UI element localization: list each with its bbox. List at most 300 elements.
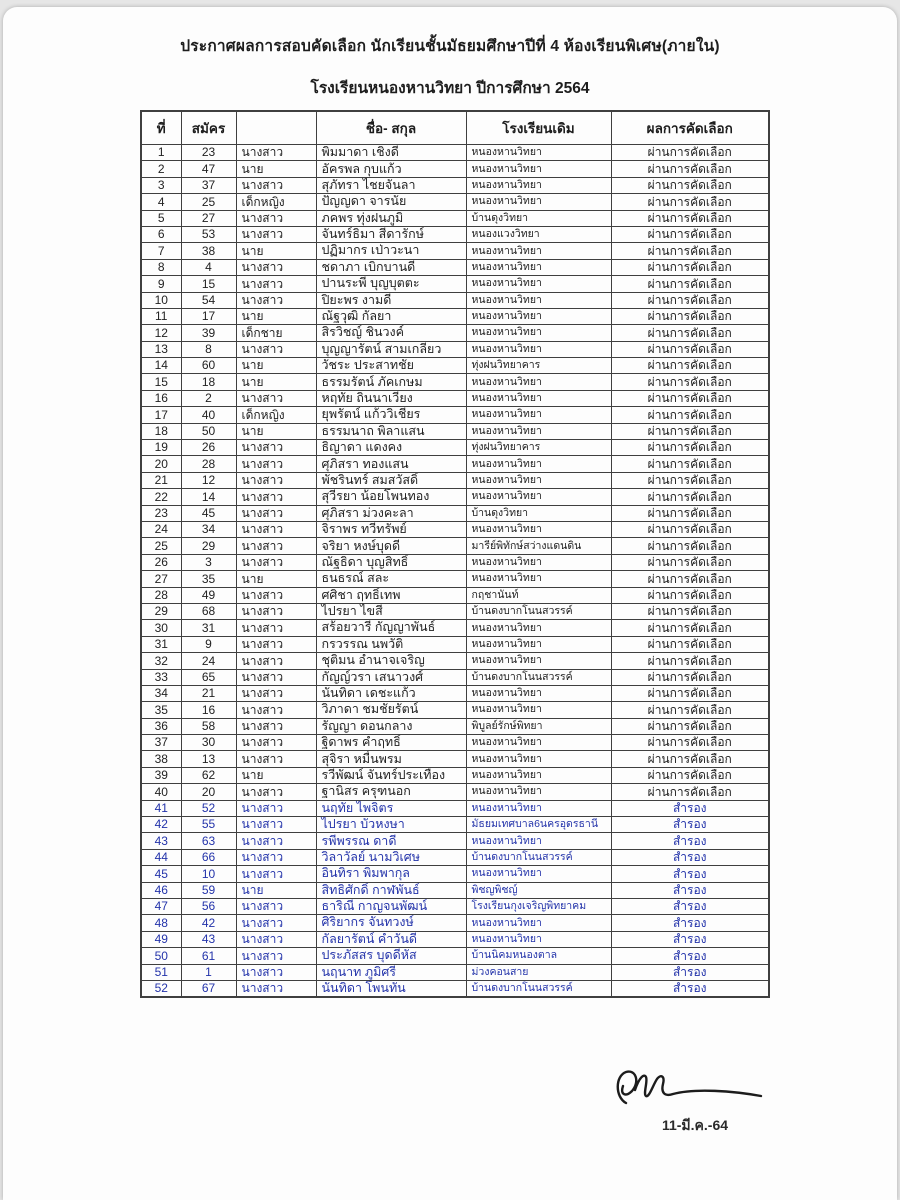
cell-application: 9 <box>181 636 236 652</box>
cell-former-school: บ้านดงบากโนนสวรรค์ <box>466 980 611 997</box>
cell-former-school: หนองหานวิทยา <box>466 800 611 816</box>
cell-name: จริยา หงษ์บุดดี <box>316 538 466 554</box>
page-subtitle: โรงเรียนหนองหานวิทยา ปีการศึกษา 2564 <box>310 80 590 97</box>
table-row <box>141 931 769 947</box>
cell-no: 21 <box>141 472 181 488</box>
cell-former-school: หนองหานวิทยา <box>466 636 611 652</box>
table-row <box>141 603 769 619</box>
cell-title: นางสาว <box>236 702 316 718</box>
cell-title: นางสาว <box>236 800 316 816</box>
cell-name: ธรรมนาถ พิลาแสน <box>316 423 466 439</box>
cell-title: นางสาว <box>236 980 316 997</box>
cell-no: 31 <box>141 636 181 652</box>
cell-result: สำรอง <box>611 931 769 947</box>
cell-result: ผ่านการคัดเลือก <box>611 571 769 587</box>
table-row <box>141 210 769 226</box>
table-row <box>141 620 769 636</box>
cell-result: ผ่านการคัดเลือก <box>611 521 769 537</box>
cell-result: ผ่านการคัดเลือก <box>611 341 769 357</box>
cell-no: 43 <box>141 833 181 849</box>
cell-result: ผ่านการคัดเลือก <box>611 751 769 767</box>
cell-application: 8 <box>181 341 236 357</box>
cell-application: 67 <box>181 980 236 997</box>
cell-title: นางสาว <box>236 718 316 734</box>
cell-title: นางสาว <box>236 489 316 505</box>
cell-title: นางสาว <box>236 456 316 472</box>
table-row <box>141 390 769 406</box>
cell-no: 16 <box>141 390 181 406</box>
table-row <box>141 440 769 456</box>
cell-title: นางสาว <box>236 751 316 767</box>
cell-name: ปานระพี บุญบุตตะ <box>316 276 466 292</box>
cell-no: 4 <box>141 194 181 210</box>
cell-title: นางสาว <box>236 521 316 537</box>
cell-result: ผ่านการคัดเลือก <box>611 292 769 308</box>
cell-application: 63 <box>181 833 236 849</box>
cell-no: 32 <box>141 653 181 669</box>
cell-result: ผ่านการคัดเลือก <box>611 702 769 718</box>
cell-result: ผ่านการคัดเลือก <box>611 653 769 669</box>
cell-no: 12 <box>141 325 181 341</box>
cell-application: 23 <box>181 145 236 161</box>
cell-name: จิราพร ทวีทรัพย์ <box>316 521 466 537</box>
cell-name: พัชรินทร์ สมสวัสดิ์ <box>316 472 466 488</box>
cell-no: 51 <box>141 964 181 980</box>
cell-application: 54 <box>181 292 236 308</box>
cell-name: หฤทัย ถินนาเวียง <box>316 390 466 406</box>
table-row <box>141 653 769 669</box>
cell-application: 37 <box>181 177 236 193</box>
cell-application: 3 <box>181 554 236 570</box>
table-row <box>141 374 769 390</box>
cell-no: 17 <box>141 407 181 423</box>
cell-no: 38 <box>141 751 181 767</box>
cell-application: 47 <box>181 161 236 177</box>
cell-no: 5 <box>141 210 181 226</box>
cell-no: 37 <box>141 735 181 751</box>
cell-application: 49 <box>181 587 236 603</box>
table-row <box>141 718 769 734</box>
cell-title: นางสาว <box>236 292 316 308</box>
table-row <box>141 489 769 505</box>
table-row <box>141 866 769 882</box>
cell-result: ผ่านการคัดเลือก <box>611 358 769 374</box>
cell-application: 1 <box>181 964 236 980</box>
cell-title: นางสาว <box>236 587 316 603</box>
cell-name: นฤทัย ไพจิตร <box>316 800 466 816</box>
cell-name: วิลาวัลย์ นามวิเศษ <box>316 849 466 865</box>
cell-application: 66 <box>181 849 236 865</box>
cell-former-school: หนองหานวิทยา <box>466 931 611 947</box>
cell-no: 3 <box>141 177 181 193</box>
table-row <box>141 948 769 964</box>
cell-result: ผ่านการคัดเลือก <box>611 587 769 603</box>
cell-application: 20 <box>181 784 236 800</box>
cell-application: 26 <box>181 440 236 456</box>
cell-former-school: หนองหานวิทยา <box>466 866 611 882</box>
cell-title: นางสาว <box>236 915 316 931</box>
table-row <box>141 767 769 783</box>
cell-former-school: บ้านดุงวิทยา <box>466 505 611 521</box>
cell-result: ผ่านการคัดเลือก <box>611 718 769 734</box>
cell-former-school: หนองหานวิทยา <box>466 341 611 357</box>
table-row <box>141 226 769 242</box>
header-application-number: สมัคร <box>181 111 236 145</box>
cell-former-school: หนองหานวิทยา <box>466 554 611 570</box>
cell-former-school: หนองหานวิทยา <box>466 292 611 308</box>
cell-title: นางสาว <box>236 849 316 865</box>
table-row <box>141 505 769 521</box>
cell-name: ประภัสสร บุดดีหัส <box>316 948 466 964</box>
table-row <box>141 587 769 603</box>
cell-application: 42 <box>181 915 236 931</box>
cell-name: ธนธรณ์ สละ <box>316 571 466 587</box>
cell-application: 27 <box>181 210 236 226</box>
table-row <box>141 882 769 898</box>
cell-former-school: หนองหานวิทยา <box>466 767 611 783</box>
cell-former-school: หนองหานวิทยา <box>466 259 611 275</box>
cell-result: ผ่านการคัดเลือก <box>611 194 769 210</box>
cell-title: นางสาว <box>236 145 316 161</box>
cell-application: 53 <box>181 226 236 242</box>
cell-application: 15 <box>181 276 236 292</box>
cell-title: นางสาว <box>236 538 316 554</box>
cell-title: นางสาว <box>236 554 316 570</box>
cell-result: สำรอง <box>611 849 769 865</box>
cell-name: สิรวิชญ์ ชินวงค์ <box>316 325 466 341</box>
cell-result: ผ่านการคัดเลือก <box>611 538 769 554</box>
cell-result: ผ่านการคัดเลือก <box>611 554 769 570</box>
cell-former-school: บ้านดงบากโนนสวรรค์ <box>466 603 611 619</box>
cell-result: ผ่านการคัดเลือก <box>611 226 769 242</box>
cell-no: 1 <box>141 145 181 161</box>
table-row <box>141 636 769 652</box>
table-row <box>141 669 769 685</box>
cell-former-school: หนองหานวิทยา <box>466 456 611 472</box>
cell-application: 50 <box>181 423 236 439</box>
cell-name: สุภัทรา ไชยจันลา <box>316 177 466 193</box>
header-no: ที่ <box>141 111 181 145</box>
cell-former-school: หนองหานวิทยา <box>466 472 611 488</box>
cell-result: ผ่านการคัดเลือก <box>611 145 769 161</box>
table-row <box>141 161 769 177</box>
cell-title: นาย <box>236 767 316 783</box>
cell-result: ผ่านการคัดเลือก <box>611 161 769 177</box>
cell-no: 13 <box>141 341 181 357</box>
cell-result: ผ่านการคัดเลือก <box>611 276 769 292</box>
results-table-body <box>141 145 769 998</box>
cell-application: 62 <box>181 767 236 783</box>
cell-name: สร้อยวารี กัญญาพันธ์ <box>316 620 466 636</box>
cell-title: เด็กหญิง <box>236 194 316 210</box>
cell-name: รัญญา ดอนกลาง <box>316 718 466 734</box>
table-row <box>141 407 769 423</box>
cell-name: ฐิดาพร คำฤทธิ์ <box>316 735 466 751</box>
cell-application: 28 <box>181 456 236 472</box>
cell-former-school: หนองหานวิทยา <box>466 243 611 259</box>
cell-title: เด็กชาย <box>236 325 316 341</box>
table-row <box>141 817 769 833</box>
cell-no: 2 <box>141 161 181 177</box>
cell-application: 13 <box>181 751 236 767</box>
cell-former-school: บ้านดงบากโนนสวรรค์ <box>466 849 611 865</box>
cell-former-school: หนองหานวิทยา <box>466 702 611 718</box>
cell-title: นางสาว <box>236 735 316 751</box>
cell-title: นางสาว <box>236 636 316 652</box>
cell-former-school: หนองหานวิทยา <box>466 308 611 324</box>
cell-no: 30 <box>141 620 181 636</box>
cell-former-school: พิบูลย์รักษ์พิทยา <box>466 718 611 734</box>
cell-no: 14 <box>141 358 181 374</box>
cell-name: ชุติมน อำนาจเจริญ <box>316 653 466 669</box>
cell-name: ปฏิมากร เป่าวะนา <box>316 243 466 259</box>
cell-application: 59 <box>181 882 236 898</box>
cell-no: 15 <box>141 374 181 390</box>
cell-no: 19 <box>141 440 181 456</box>
cell-result: สำรอง <box>611 948 769 964</box>
cell-title: นาย <box>236 308 316 324</box>
header-result: ผลการคัดเลือก <box>611 111 769 145</box>
cell-application: 60 <box>181 358 236 374</box>
cell-title: นางสาว <box>236 603 316 619</box>
cell-result: ผ่านการคัดเลือก <box>611 685 769 701</box>
cell-result: สำรอง <box>611 817 769 833</box>
cell-result: สำรอง <box>611 915 769 931</box>
cell-name: ณัฐวุฒิ กัลยา <box>316 308 466 324</box>
cell-name: ไปรยา บัวหงษา <box>316 817 466 833</box>
cell-application: 30 <box>181 735 236 751</box>
cell-application: 16 <box>181 702 236 718</box>
table-row <box>141 358 769 374</box>
cell-title: นางสาว <box>236 866 316 882</box>
header-former-school: โรงเรียนเดิม <box>466 111 611 145</box>
cell-name: วิภาดา ชมชัยรัตน์ <box>316 702 466 718</box>
cell-result: ผ่านการคัดเลือก <box>611 177 769 193</box>
cell-former-school: หนองหานวิทยา <box>466 685 611 701</box>
cell-former-school: หนองหานวิทยา <box>466 751 611 767</box>
cell-name: ศุภิสรา ทองแสน <box>316 456 466 472</box>
cell-no: 46 <box>141 882 181 898</box>
cell-no: 6 <box>141 226 181 242</box>
table-row <box>141 194 769 210</box>
cell-result: ผ่านการคัดเลือก <box>611 210 769 226</box>
cell-former-school: ทุ่งฝนวิทยาคาร <box>466 358 611 374</box>
cell-application: 29 <box>181 538 236 554</box>
cell-application: 52 <box>181 800 236 816</box>
table-row <box>141 898 769 914</box>
table-row <box>141 276 769 292</box>
cell-application: 21 <box>181 685 236 701</box>
table-row <box>141 341 769 357</box>
header-name: ชื่อ- สกุล <box>316 111 466 145</box>
cell-name: นันทิดา โพนทัน <box>316 980 466 997</box>
cell-former-school: หนองหานวิทยา <box>466 784 611 800</box>
cell-title: นางสาว <box>236 931 316 947</box>
cell-name: สุจิรา หมื่นพรม <box>316 751 466 767</box>
cell-result: ผ่านการคัดเลือก <box>611 636 769 652</box>
cell-name: สุวีรยา น้อยโพนทอง <box>316 489 466 505</box>
cell-no: 25 <box>141 538 181 554</box>
cell-title: นางสาว <box>236 784 316 800</box>
cell-title: นางสาว <box>236 210 316 226</box>
cell-no: 41 <box>141 800 181 816</box>
cell-title: นางสาว <box>236 177 316 193</box>
cell-no: 33 <box>141 669 181 685</box>
cell-former-school: ม่วงคอนสาย <box>466 964 611 980</box>
table-row <box>141 849 769 865</box>
header-title-blank <box>236 111 316 145</box>
cell-no: 28 <box>141 587 181 603</box>
cell-application: 43 <box>181 931 236 947</box>
cell-no: 26 <box>141 554 181 570</box>
cell-name: ศุภิสรา ม่วงคะลา <box>316 505 466 521</box>
cell-name: กรวรรณ นพวัติ <box>316 636 466 652</box>
cell-title: นางสาว <box>236 226 316 242</box>
cell-result: ผ่านการคัดเลือก <box>611 603 769 619</box>
cell-no: 10 <box>141 292 181 308</box>
cell-no: 44 <box>141 849 181 865</box>
cell-application: 18 <box>181 374 236 390</box>
table-row <box>141 521 769 537</box>
table-row <box>141 423 769 439</box>
table-row <box>141 472 769 488</box>
cell-title: นาย <box>236 882 316 898</box>
cell-title: นางสาว <box>236 341 316 357</box>
cell-name: ศศิชา ฤทธิ์เทพ <box>316 587 466 603</box>
cell-no: 35 <box>141 702 181 718</box>
cell-former-school: โรงเรียนกุงเจริญพิทยาคม <box>466 898 611 914</box>
table-row <box>141 800 769 816</box>
table-row <box>141 538 769 554</box>
cell-result: ผ่านการคัดเลือก <box>611 735 769 751</box>
table-row <box>141 145 769 161</box>
cell-result: ผ่านการคัดเลือก <box>611 259 769 275</box>
table-row <box>141 784 769 800</box>
cell-result: ผ่านการคัดเลือก <box>611 308 769 324</box>
table-row <box>141 833 769 849</box>
cell-name: ฐานิสร ครุฑนอก <box>316 784 466 800</box>
cell-title: นางสาว <box>236 964 316 980</box>
cell-application: 10 <box>181 866 236 882</box>
cell-no: 52 <box>141 980 181 997</box>
cell-title: นางสาว <box>236 472 316 488</box>
cell-result: ผ่านการคัดเลือก <box>611 620 769 636</box>
cell-application: 4 <box>181 259 236 275</box>
cell-former-school: หนองหานวิทยา <box>466 325 611 341</box>
cell-no: 24 <box>141 521 181 537</box>
cell-result: สำรอง <box>611 898 769 914</box>
table-row <box>141 308 769 324</box>
cell-application: 65 <box>181 669 236 685</box>
cell-name: ยุพรัตน์ แก้ววิเชียร <box>316 407 466 423</box>
cell-application: 68 <box>181 603 236 619</box>
cell-no: 34 <box>141 685 181 701</box>
cell-result: ผ่านการคัดเลือก <box>611 456 769 472</box>
cell-application: 17 <box>181 308 236 324</box>
cell-application: 31 <box>181 620 236 636</box>
cell-former-school: หนองหานวิทยา <box>466 161 611 177</box>
cell-name: ธิญาดา แดงคง <box>316 440 466 456</box>
cell-application: 34 <box>181 521 236 537</box>
cell-name: ปิยะพร งามดี <box>316 292 466 308</box>
table-row <box>141 685 769 701</box>
cell-no: 45 <box>141 866 181 882</box>
cell-former-school: พิชญพิชญ์ <box>466 882 611 898</box>
cell-former-school: หนองหานวิทยา <box>466 735 611 751</box>
table-row <box>141 751 769 767</box>
cell-result: ผ่านการคัดเลือก <box>611 767 769 783</box>
cell-application: 61 <box>181 948 236 964</box>
cell-no: 20 <box>141 456 181 472</box>
cell-name: ศิริยากร จันทวงษ์ <box>316 915 466 931</box>
table-row <box>141 571 769 587</box>
cell-name: อินทิรา พิมพากุล <box>316 866 466 882</box>
cell-application: 40 <box>181 407 236 423</box>
signature-scribble-icon <box>611 1063 771 1119</box>
cell-result: สำรอง <box>611 980 769 997</box>
cell-title: นางสาว <box>236 276 316 292</box>
document-sheet <box>3 7 897 1200</box>
table-row <box>141 292 769 308</box>
table-row <box>141 456 769 472</box>
cell-result: ผ่านการคัดเลือก <box>611 390 769 406</box>
cell-result: ผ่านการคัดเลือก <box>611 440 769 456</box>
cell-former-school: หนองหานวิทยา <box>466 177 611 193</box>
cell-application: 45 <box>181 505 236 521</box>
cell-former-school: หนองแวงวิทยา <box>466 226 611 242</box>
cell-former-school: บ้านดงบากโนนสวรรค์ <box>466 669 611 685</box>
cell-title: นางสาว <box>236 620 316 636</box>
document-date: 11-มี.ค.-64 <box>661 1117 729 1133</box>
cell-former-school: หนองหานวิทยา <box>466 620 611 636</box>
cell-result: ผ่านการคัดเลือก <box>611 669 769 685</box>
cell-former-school: มารีย์พิทักษ์สว่างแดนดิน <box>466 538 611 554</box>
cell-former-school: หนองหานวิทยา <box>466 407 611 423</box>
cell-application: 2 <box>181 390 236 406</box>
cell-former-school: หนองหานวิทยา <box>466 423 611 439</box>
cell-title: นาย <box>236 423 316 439</box>
table-row <box>141 243 769 259</box>
cell-no: 9 <box>141 276 181 292</box>
cell-name: พิมมาดา เชิงดี <box>316 145 466 161</box>
cell-title: นางสาว <box>236 669 316 685</box>
cell-former-school: หนองหานวิทยา <box>466 653 611 669</box>
cell-result: ผ่านการคัดเลือก <box>611 407 769 423</box>
cell-name: กัลยารัตน์ คำวันดี <box>316 931 466 947</box>
cell-no: 18 <box>141 423 181 439</box>
cell-application: 39 <box>181 325 236 341</box>
cell-no: 49 <box>141 931 181 947</box>
cell-name: นันทิดา เดชะแก้ว <box>316 685 466 701</box>
table-row <box>141 964 769 980</box>
results-table-container <box>140 110 770 998</box>
cell-result: ผ่านการคัดเลือก <box>611 374 769 390</box>
cell-title: นาย <box>236 243 316 259</box>
cell-former-school: หนองหานวิทยา <box>466 571 611 587</box>
cell-former-school: มัธยมเทศบาล6นครอุดรธานี <box>466 817 611 833</box>
cell-result: สำรอง <box>611 882 769 898</box>
cell-no: 11 <box>141 308 181 324</box>
cell-no: 42 <box>141 817 181 833</box>
cell-title: นางสาว <box>236 505 316 521</box>
cell-result: ผ่านการคัดเลือก <box>611 325 769 341</box>
cell-former-school: หนองหานวิทยา <box>466 833 611 849</box>
cell-name: ธรรมรัตน์ ภัคเกษม <box>316 374 466 390</box>
cell-application: 14 <box>181 489 236 505</box>
cell-name: วัชระ ประสาทชัย <box>316 358 466 374</box>
cell-no: 29 <box>141 603 181 619</box>
cell-former-school: ทุ่งฝนวิทยาคาร <box>466 440 611 456</box>
